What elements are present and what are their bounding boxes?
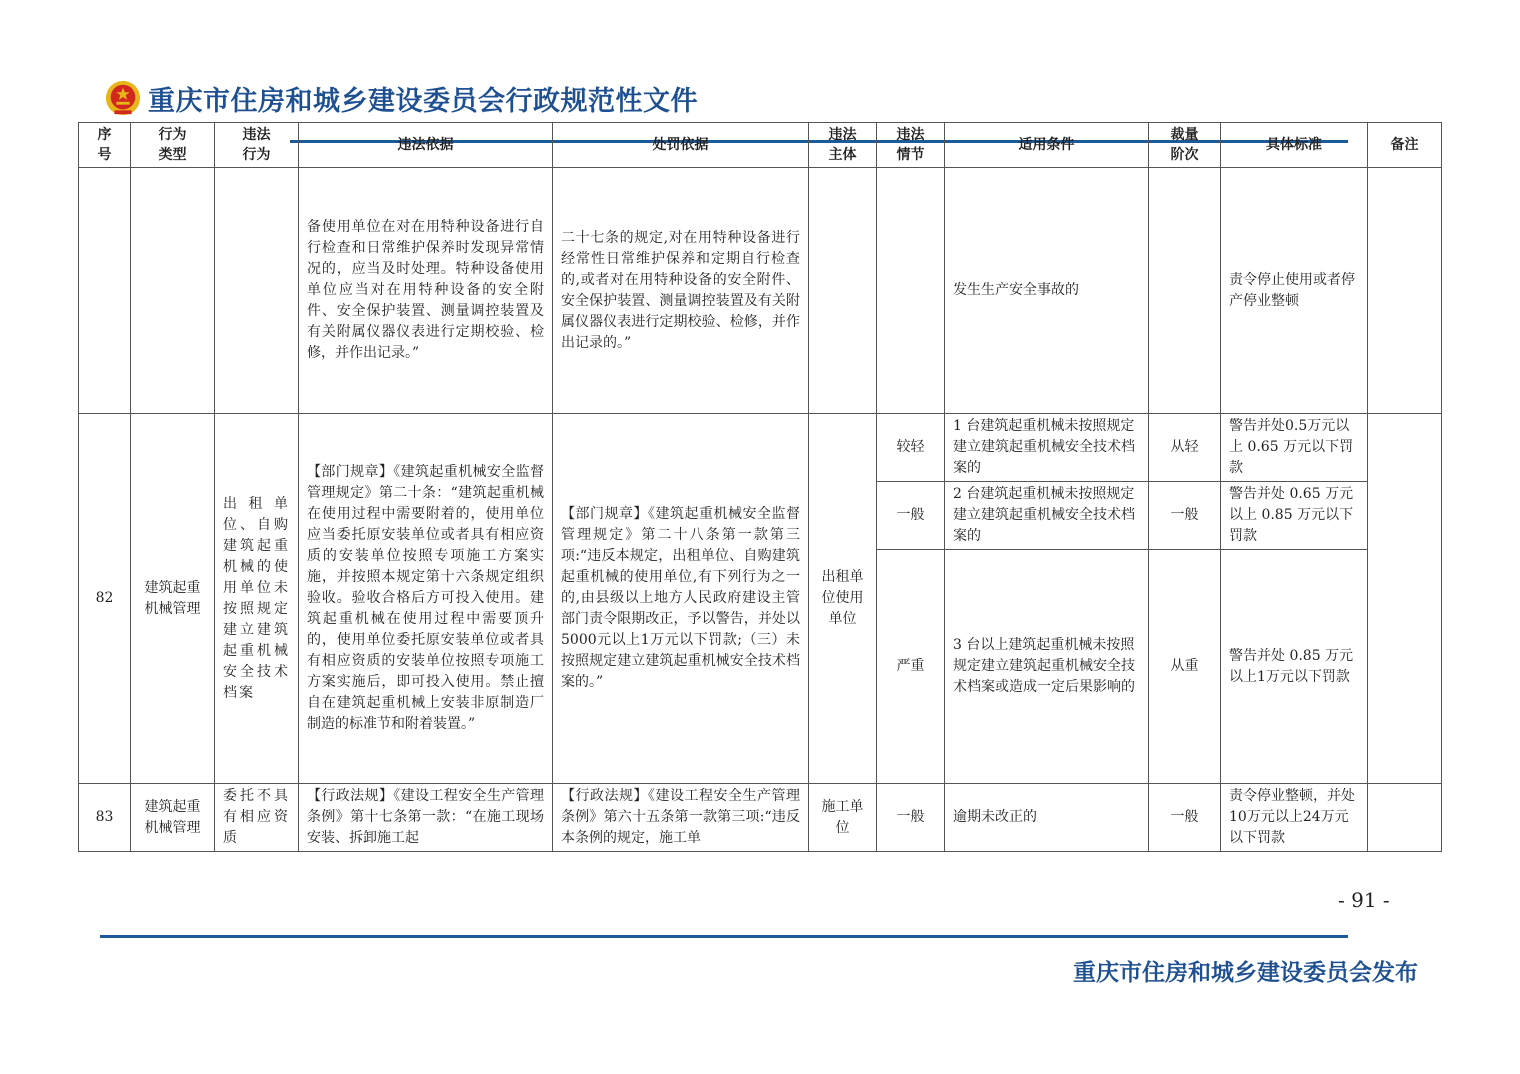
header-subject: [809, 123, 877, 168]
publisher-footer: 重庆市住房和城乡建设委员会发布: [1073, 960, 1418, 986]
row83-level: 一般: [1149, 784, 1221, 852]
row82-circumstance-severe: 严重: [877, 550, 945, 784]
row82-type: 建筑起重机械管理: [131, 414, 215, 784]
row83-penalty: 【行政法规】《建设工程安全生产管理条例》第六十五条第一款第三项:“违反本条例的规定，施工单: [553, 784, 809, 852]
row82-standard-light: 警告并处0.5万元以上 0.65 万元以下罚款: [1221, 414, 1368, 482]
cont-standard-cell: 责令停止使用或者停产停业整顿: [1221, 168, 1368, 414]
row82-subject: 出租单位使用单位: [809, 414, 877, 784]
row83-standard: 责令停业整顿，并处10万元以上24万元以下罚款: [1221, 784, 1368, 852]
document-title: 重庆市住房和城乡建设委员会行政规范性文件: [148, 85, 698, 117]
national-emblem-icon: [104, 79, 142, 117]
row83-subject: 施工单位: [809, 784, 877, 852]
cont-seq-cell: [79, 168, 131, 414]
row83-behavior: 委托不具有相应资质: [215, 784, 299, 852]
header-condition: 适用条件: [945, 123, 1149, 168]
cont-condition-cell: 发生生产安全事故的: [945, 168, 1149, 414]
header-basis: 违法依据: [299, 123, 553, 168]
header-type: [131, 123, 215, 168]
document-header: [104, 78, 698, 118]
header-circumstance-label: 违法 情节: [896, 127, 925, 163]
header-level-label: 裁量 阶次: [1170, 127, 1199, 163]
header-seq-label: 序 号: [97, 127, 112, 163]
row83-condition: 逾期未改正的: [945, 784, 1149, 852]
row82-level-general: 一般: [1149, 482, 1221, 550]
header-subject-label: 违法 主体: [828, 127, 857, 163]
footer-rule: [100, 935, 1348, 938]
row82-seq: 82: [79, 414, 131, 784]
row82-level-light: 从轻: [1149, 414, 1221, 482]
row82-circumstance-general: 一般: [877, 482, 945, 550]
table-row-continued: [79, 168, 1442, 414]
row82-basis: 【部门规章】《建筑起重机械安全监督管理规定》第二十条：“建筑起重机械在使用过程中需要附着的，使用单位应当委托原安装单位或者具有相应资质的安装单位按照专项施工方案实施，并按照本规定第十六条规定组织验收。验收合格后方可投入使用。建筑起重机械在使用过程中需要顶升的，使用单位委托原安装单位或者具有相应资质的安装单位按照专项施工方案实施后，即可投入使用。禁止擅自在建筑起重机械上安装非原制造厂制造的标准节和附着装置。”: [299, 414, 553, 784]
header-penalty: 处罚依据: [553, 123, 809, 168]
header-level: [1149, 123, 1221, 168]
header-behavior-label: 违法 行为: [242, 127, 271, 163]
row82-standard-severe: 警告并处 0.85 万元以上1万元以下罚款: [1221, 550, 1368, 784]
row82-condition-severe: 3 台以上建筑起重机械未按照规定建立建筑起重机械安全技术档案或造成一定后果影响的: [945, 550, 1149, 784]
cont-level-cell: [1149, 168, 1221, 414]
header-seq: [79, 123, 131, 168]
cont-type-cell: [131, 168, 215, 414]
header-note: 备注: [1368, 123, 1442, 168]
row83-note: [1368, 784, 1442, 852]
row83-type: 建筑起重机械管理: [131, 784, 215, 852]
header-behavior: [215, 123, 299, 168]
table-row-83: [79, 784, 1442, 852]
cont-behavior-cell: [215, 168, 299, 414]
header-type-label: 行为 类型: [158, 127, 187, 163]
row82-behavior: 出租单位、自购建筑起重机械的使用单位未按照规定建立建筑起重机械安全技术档案: [215, 414, 299, 784]
header-circumstance: [877, 123, 945, 168]
header-standard: 具体标准: [1221, 123, 1368, 168]
page-number: - 91 -: [1338, 888, 1390, 912]
cont-basis-cell: 备使用单位在对在用特种设备进行自行检查和日常维护保养时发现异常情况的，应当及时处理。特种设备使用单位应当对在用特种设备的安全附件、安全保护装置、测量调控装置及有关附属仪器仪表进行定期校验、检修，并作出记录。”: [299, 168, 553, 414]
row83-seq: 83: [79, 784, 131, 852]
row83-circumstance: 一般: [877, 784, 945, 852]
table-header-row: [79, 123, 1442, 168]
cont-note-cell: [1368, 168, 1442, 414]
row82-circumstance-light: 较轻: [877, 414, 945, 482]
cont-circumstance-cell: [877, 168, 945, 414]
table-row-82-light: [79, 414, 1442, 482]
row82-note: [1368, 414, 1442, 784]
penalty-standards-table: [78, 122, 1442, 852]
row82-penalty: 【部门规章】《建筑起重机械安全监督管理规定》第二十八条第一款第三项:“违反本规定，出租单位、自购建筑起重机械的使用单位,有下列行为之一的,由县级以上地方人民政府建设主管部门责令限期改正，予以警告，并处以5000元以上1万元以下罚款;（三）未按照规定建立建筑起重机械安全技术档案的。”: [553, 414, 809, 784]
row83-basis: 【行政法规】《建设工程安全生产管理条例》第十七条第一款：“在施工现场安装、拆卸施工起: [299, 784, 553, 852]
row82-standard-general: 警告并处 0.65 万元以上 0.85 万元以下罚款: [1221, 482, 1368, 550]
row82-condition-light: 1 台建筑起重机械未按照规定建立建筑起重机械安全技术档案的: [945, 414, 1149, 482]
row82-condition-general: 2 台建筑起重机械未按照规定建立建筑起重机械安全技术档案的: [945, 482, 1149, 550]
cont-subject-cell: [809, 168, 877, 414]
cont-penalty-cell: 二十七条的规定,对在用特种设备进行经常性日常维护保养和定期自行检查的,或者对在用特种设备的安全附件、安全保护装置、测量调控装置及有关附属仪器仪表进行定期校验、检修，并作出记录的。”: [553, 168, 809, 414]
row82-level-severe: 从重: [1149, 550, 1221, 784]
